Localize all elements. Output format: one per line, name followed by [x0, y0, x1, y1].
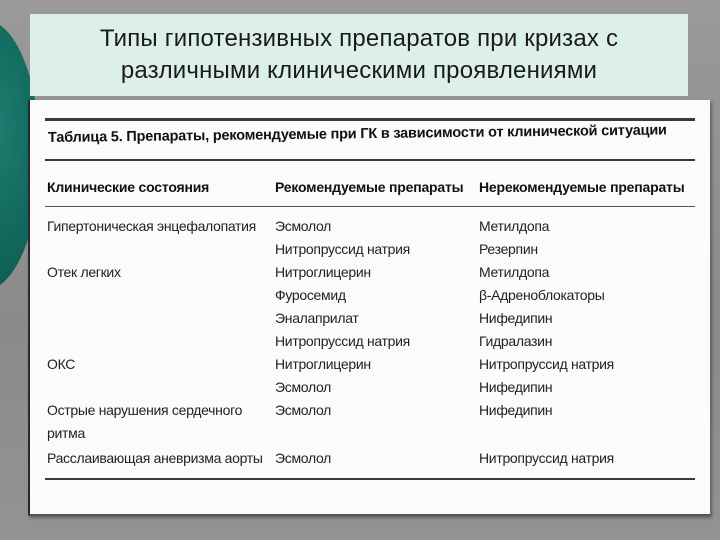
table-image — [28, 100, 710, 516]
cell-condition: ОКС — [47, 356, 76, 372]
cell-not-recommended: Метилдопа — [479, 264, 550, 280]
header-not-recommended-drugs: Нерекомендуемые препараты — [479, 179, 685, 195]
table-row — [45, 356, 695, 378]
cell-recommended: Эсмолол — [275, 218, 332, 234]
table-row — [45, 310, 695, 332]
cell-condition: Расслаивающая аневризма аорты — [47, 450, 263, 466]
table-header-row — [45, 172, 695, 207]
table-body — [45, 218, 695, 480]
cell-condition: ритма — [47, 425, 85, 441]
cell-recommended: Эналаприлат — [275, 310, 359, 326]
cell-not-recommended: Метилдопа — [479, 218, 550, 234]
cell-recommended: Эсмолол — [275, 379, 332, 395]
cell-not-recommended: Нитропруссид натрия — [479, 356, 614, 372]
slide-title-line-1: Типы гипотензивных препаратов при кризах с — [99, 25, 619, 52]
header-clinical-conditions: Клинические состояния — [47, 179, 210, 195]
cell-condition: Острые нарушения сердечного — [47, 402, 243, 418]
cell-recommended: Фуросемид — [275, 287, 346, 303]
cell-recommended: Нитроглицерин — [275, 356, 371, 372]
table-row — [45, 264, 695, 286]
table-row — [45, 333, 695, 355]
header-recommended-drugs: Рекомендуемые препараты — [275, 179, 464, 195]
cell-not-recommended: Нифедипин — [479, 379, 553, 395]
slide-title-line-2: различными клиническими проявлениями — [120, 57, 598, 84]
table-row — [45, 287, 695, 309]
table-row — [45, 402, 695, 424]
cell-not-recommended: Нифедипин — [479, 402, 553, 418]
cell-not-recommended: β-Адреноблокаторы — [479, 287, 605, 303]
cell-condition: Отек легких — [47, 264, 121, 280]
table-bottom-rule — [45, 478, 695, 480]
table-row — [45, 425, 695, 447]
cell-not-recommended: Нитропруссид натрия — [479, 450, 614, 466]
table-caption-row — [45, 118, 695, 161]
table-row — [45, 379, 695, 401]
cell-recommended: Эсмолол — [275, 450, 332, 466]
title-box — [30, 14, 688, 96]
cell-recommended: Нитропруссид натрия — [275, 333, 410, 349]
cell-not-recommended: Нифедипин — [479, 310, 553, 326]
cell-not-recommended: Резерпин — [479, 241, 538, 257]
cell-recommended: Нитропруссид натрия — [275, 241, 410, 257]
cell-recommended: Эсмолол — [275, 402, 332, 418]
cell-not-recommended: Гидралазин — [479, 333, 553, 349]
table-row — [45, 218, 695, 240]
table-caption: Таблица 5. Препараты, рекомендуемые при ГК в зависимости от клинической ситуации — [47, 122, 667, 146]
table-row — [45, 450, 695, 472]
cell-condition: Гипертоническая энцефалопатия — [47, 218, 256, 234]
cell-recommended: Нитроглицерин — [275, 264, 371, 280]
table-row — [45, 241, 695, 263]
